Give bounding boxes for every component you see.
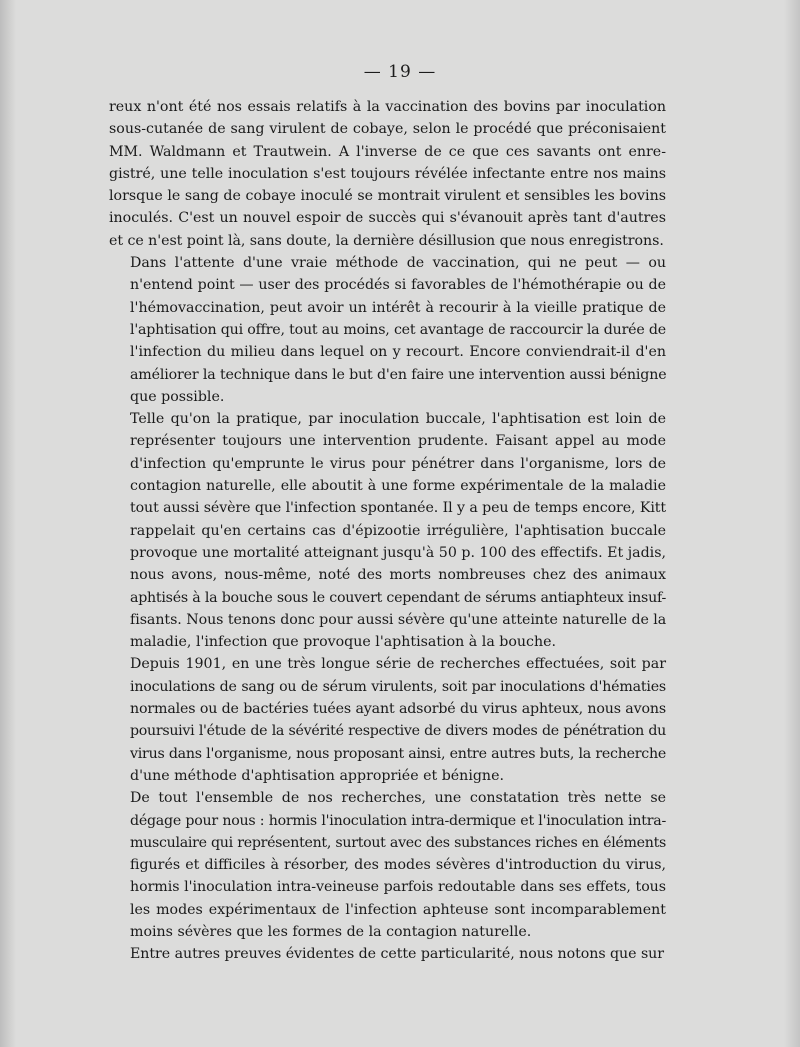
paragraph [109, 787, 666, 943]
paragraph [109, 96, 666, 252]
text-line: Telle qu'on la pratique, par inoculation buccale, l'aphtisation est loin de [130, 411, 666, 428]
text-line: figurés et difficiles à résorber, des modes sévères d'introduction du virus, [130, 857, 666, 874]
text-line: provoque une mortalité atteignant jusqu'à 50 p. 100 des effectifs. Et jadis, [130, 544, 666, 561]
text-line: rappelait qu'en certains cas d'épizootie irrégulière, l'aphtisation buccale [130, 522, 666, 539]
text-line: aphtisés à la bouche sous le couvert cependant de sérums antiaphteux insuf- [130, 589, 666, 606]
body-text [109, 96, 666, 966]
scan-shadow-left [0, 0, 16, 1047]
text-line: et ce n'est point là, sans doute, la dernière désillusion que nous enregistrons. [109, 232, 664, 249]
text-line: hormis l'inoculation intra-veineuse parfois redoutable dans ses effets, tous [130, 879, 666, 896]
paragraph [109, 943, 666, 965]
text-line: d'une méthode d'aphtisation appropriée et bénigne. [130, 767, 504, 784]
text-line: les modes expérimentaux de l'infection aphteuse sont incomparablement [130, 901, 666, 918]
text-line: De tout l'ensemble de nos recherches, une constatation très nette se [130, 790, 666, 807]
text-line: MM. Waldmann et Trautwein. A l'inverse de ce que ces savants ont enre- [109, 143, 666, 160]
text-line: représenter toujours une intervention prudente. Faisant appel au mode [130, 433, 666, 450]
text-line: musculaire qui représentent, surtout avec des substances riches en éléments [130, 834, 666, 851]
text-line: l'hémovaccination, peut avoir un intérêt à recourir à la vieille pratique de [130, 299, 666, 316]
text-line: fisants. Nous tenons donc pour aussi sévère qu'une atteinte naturelle de la [130, 611, 667, 628]
text-line: lorsque le sang de cobaye inoculé se montrait virulent et sensibles les bovins [109, 188, 666, 205]
text-line: l'infection du milieu dans lequel on y recourt. Encore conviendrait-il d'en [130, 344, 666, 361]
text-line: normales ou de bactéries tuées ayant adsorbé du virus aphteux, nous avons [130, 701, 666, 718]
text-line: Dans l'attente d'une vraie méthode de vaccination, qui ne peut — ou [130, 255, 666, 272]
text-line: que possible. [130, 388, 225, 405]
text-line: Entre autres preuves évidentes de cette particularité, nous notons que sur [130, 946, 664, 963]
text-line: inoculations de sang ou de sérum virulents, soit par inoculations d'hématies [130, 678, 666, 695]
text-line: tout aussi sévère que l'infection spontanée. Il y a peu de temps encore, Kitt [130, 500, 666, 517]
paragraph [109, 252, 666, 408]
page-number: — 19 — [363, 62, 437, 82]
text-line: sous-cutanée de sang virulent de cobaye, selon le procédé que préconisaient [109, 121, 666, 138]
text-line: l'aphtisation qui offre, tout au moins, cet avantage de raccourcir la durée de [130, 321, 666, 338]
text-line: virus dans l'organisme, nous proposant ainsi, entre autres buts, la recherche [130, 745, 666, 762]
text-line: reux n'ont été nos essais relatifs à la vaccination des bovins par inoculation [109, 99, 666, 115]
text-line: d'infection qu'emprunte le virus pour pénétrer dans l'organisme, lors de [130, 455, 666, 472]
text-line: contagion naturelle, elle aboutit à une forme expérimentale de la maladie [130, 478, 666, 495]
text-line: gistré, une telle inoculation s'est toujours révélée infectante entre nos mains [109, 165, 666, 182]
text-line: dégage pour nous : hormis l'inoculation intra-dermique et l'inoculation intra- [130, 812, 666, 829]
text-line: nous avons, nous-même, noté des morts nombreuses chez des animaux [130, 567, 666, 584]
text-line: moins sévères que les formes de la contagion naturelle. [130, 923, 532, 940]
paragraph [109, 408, 666, 653]
text-line: inoculés. C'est un nouvel espoir de succès qui s'évanouit après tant d'autres [109, 210, 666, 227]
text-line: poursuivi l'étude de la sévérité respective de divers modes de pénétration du [130, 723, 666, 740]
text-line: Depuis 1901, en une très longue série de recherches effectuées, soit par [130, 656, 666, 673]
text-line: maladie, l'infection que provoque l'aphtisation à la bouche. [130, 634, 557, 651]
paragraph [109, 653, 666, 787]
text-line: améliorer la technique dans le but d'en faire une intervention aussi bénigne [130, 366, 667, 383]
text-line: n'entend point — user des procédés si favorables de l'hémothérapie ou de [130, 277, 666, 294]
scan-shadow-right [784, 0, 800, 1047]
